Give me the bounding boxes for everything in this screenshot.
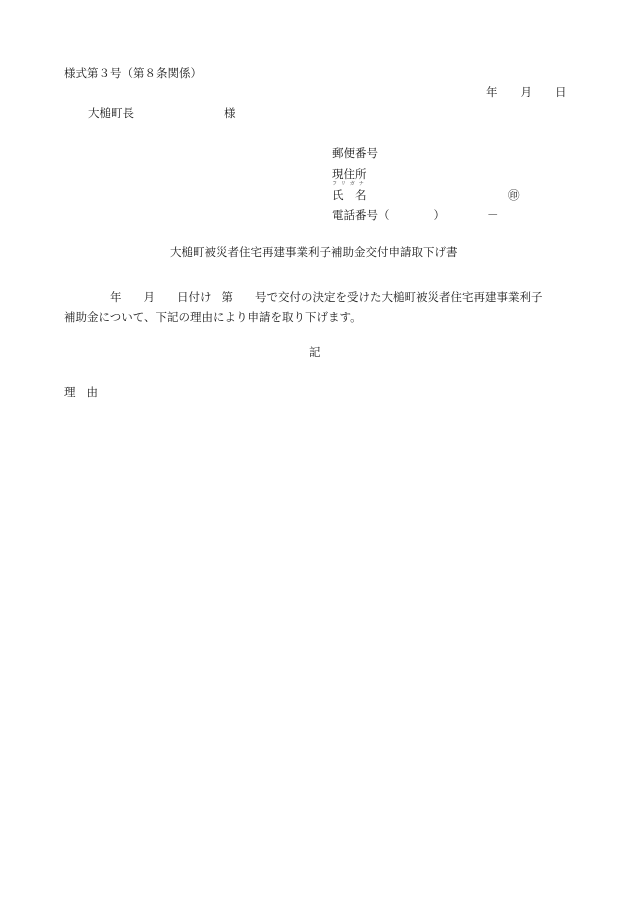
form-number: 様式第３号（第８条関係） bbox=[64, 66, 202, 80]
phone-dash: － bbox=[487, 208, 499, 222]
furigana-label: フリガナ bbox=[332, 181, 368, 187]
body-text bbox=[64, 287, 578, 327]
body-line-2: 補助金について、下記の理由により申請を取り下げます。 bbox=[64, 310, 362, 324]
reason-char-2: 由 bbox=[86, 385, 98, 399]
body-line-1-rest: 号で交付の決定を受けた大槌町被災者住宅再建事業利子 bbox=[255, 290, 543, 304]
date-line bbox=[486, 87, 567, 99]
date-year-label: 年 bbox=[486, 85, 498, 99]
phone-row bbox=[332, 210, 499, 222]
phone-paren-close: ） bbox=[433, 208, 445, 222]
body-month-label: 月 bbox=[143, 290, 155, 304]
name-label bbox=[332, 181, 368, 202]
address-label: 現住所 bbox=[332, 167, 367, 181]
body-day-suffix: 日付け bbox=[177, 290, 212, 304]
body-line-1 bbox=[64, 287, 578, 307]
body-year-label: 年 bbox=[110, 290, 122, 304]
reason-char-1: 理 bbox=[64, 385, 76, 399]
name-label-char-2: 名 bbox=[355, 188, 367, 202]
postal-code-label: 郵便番号 bbox=[332, 146, 378, 160]
name-label-char-1: 氏 bbox=[332, 188, 344, 202]
body-number-prefix: 第 bbox=[221, 290, 233, 304]
phone-paren-open: （ bbox=[378, 208, 390, 222]
document-title: 大槌町被災者住宅再建事業利子補助金交付申請取下げ書 bbox=[170, 245, 458, 259]
ki-label: 記 bbox=[309, 345, 321, 359]
addressee bbox=[88, 108, 236, 120]
reason-label bbox=[64, 387, 98, 399]
name-row bbox=[332, 181, 520, 202]
addressee-honorific: 様 bbox=[224, 106, 236, 120]
seal-mark: ㊞ bbox=[508, 188, 520, 202]
date-month-label: 月 bbox=[520, 85, 532, 99]
phone-label: 電話番号 bbox=[332, 208, 378, 222]
date-day-label: 日 bbox=[555, 85, 567, 99]
addressee-name: 大槌町長 bbox=[88, 106, 134, 120]
